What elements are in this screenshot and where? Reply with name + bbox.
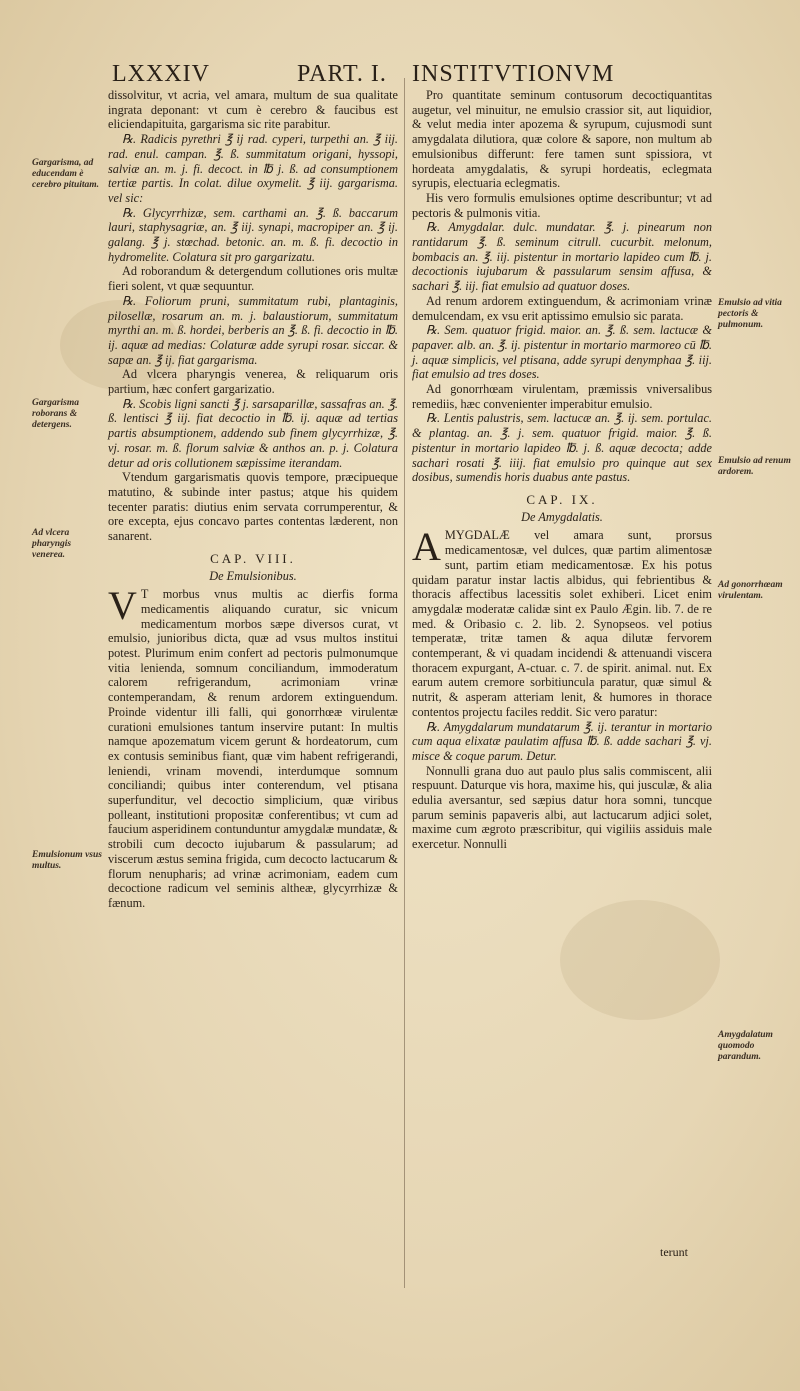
part-label: PART. I. <box>297 61 387 87</box>
paragraph: Ad roborandum & detergendum collutiones oris multæ fieri solent, vt quæ sequuntur. <box>108 264 398 294</box>
paragraph: Nonnulli grana duo aut paulo plus salis commiscent, alii respuunt. Daturque vis hora, maxime his, qui jusculæ, & alia edulia aversantur, sed sæpius datur hora somni, tuncque parum seminis papaveris albi, aut lactucarum adjici solet, maxime cum ægroto præscribitur, qui vigiliis assiduis male exercetur. Nonnulli <box>412 763 712 852</box>
column-divider <box>404 78 405 1288</box>
running-title: INSTITVTIONVM <box>412 61 615 87</box>
recipe: ℞. Amygdalarum mundatarum ℥. ij. terantur in mortario cum aqua elixatæ paulatim affusa ℔. ß. adde sachari ℥. vj. misce & coque parum. Detur. <box>412 719 712 763</box>
page-number: LXXXIV <box>112 61 210 87</box>
paragraph: T morbus vnus multis ac dierfis forma medicamentis aliquando curatur, sic vnicum medicamentum morbos sæpe diversos curat, vt emulsio, junioribus dicta, quæ ad vsus multos institui potest. Plurimum enim confert ad pectoris pulmonumque vitia lenienda, somnum conciliandum, immoderatum calorem refrigerandum, acrimoniam vrinæ contemperandam, & renum ardorem extinguendum. Proinde videntur illi falli, qui gonorrhœæ virulentæ curationi emulsiones tantum inservire putant: In multis namque apozematum vicem gerunt & hordeatorum, cum ex contusis seminibus fiant, quæ vim habent refrigerandi, leniendi, vrinam movendi, interdumque somnum conciliandi; quibus inter conterendum, vel ptisana superfunditur, vel decoctio simplicium, quæ viribus polleant, institutioni propositæ conferentibus; vt cum ad faucium asperidinem contunduntur amygdalæ mundatæ, & strobili cum decocto iujubarum & passularum; ad viscerum æstus semina frigida, cum decocto lactucarum & florum nenupharis; ad vrinæ acrimoniam, eadem cum decoctione radicum vel seminis altheæ, glycyrrhizæ & fænum. <box>108 587 398 910</box>
drop-cap: V <box>108 583 137 629</box>
margin-note-ulcera: Ad vlcera pharyngis venerea. <box>32 528 72 560</box>
margin-note-gargarisma: Gargarisma, ad educendam è cerebro pituitam. <box>32 158 100 190</box>
paragraph: Vtendum gargarismatis quovis tempore, præcipueque matutino, & subinde inter pastus; atque his quidem tecenter paratis: diutius enim servata corrumperentur, & ore excepta, ejus concavo partes contentas læderent, non sanarent. <box>108 470 398 544</box>
recipe: ℞. Sem. quatuor frigid. maior. an. ℥. ß. sem. lactucæ & papaver. alb. an. ℥. ij. pistentur in mortario marmoreo cū ℔. j. aquæ simplicis, vel ptisana, adde syrupi denymphaa ℥. iij. fiat emulsio ad tres doses. <box>412 323 712 382</box>
chapter-title: CAP. IX. <box>526 491 598 507</box>
paragraph: dissolvitur, vt acria, vel amara, multum de sua qualitate ingrata deponant: vt cum è cerebro & faucibus est eliciendapituita, gargarisma sic rite parabitur. <box>108 88 398 132</box>
recipe: ℞. Amygdalar. dulc. mundatar. ℥. j. pinearum non rantidarum ℥. ß. seminum citrull. cucurbit. melonum, bombacis an. ℥. iij. pistentur in mortario lapideo cum ℔. j. decoctionis iujubarum & passularum sensim affusa, & sachari ℥. iij. fiat emulsio ad quatuor doses. <box>412 220 712 294</box>
paragraph: Ad renum ardorem extinguendum, & acrimoniam vrinæ demulcendam, ex vsu erit aptissimo emulsio sic parata. <box>412 293 712 323</box>
margin-note-emulsio-renum: Emulsio ad renum ardorem. <box>718 456 791 477</box>
margin-note-emulsio-pectoris: Emulsio ad vitia pectoris & pulmonum. <box>718 298 782 330</box>
recipe: ℞. Radicis pyrethri ℥ ij rad. cyperi, turpethi an. ℥ iij. rad. enul. campan. ℥. ß. summitatum origani, hyssopi, salviæ an. m. j. fi. decoct. in ℔ j. ß. ad consumptionem tertiæ partis. In colat. dilue oxymelit. ℥ iij. gargarisma. vel sic: <box>108 132 398 205</box>
chapter-subtitle: De Emulsionibus. <box>209 568 297 583</box>
recipe: ℞. Lentis palustris, sem. lactucæ an. ℥. ij. sem. portulac. & plantag. an. ℥. j. sem. quatuor frigid. maior. ℥. ß. pistentur in mortario lapideo ℔. j. ß. aquæ decocta; adde sachari rosati ℥. iiij. fiat emulsio pro quinque aut sex dosibus, sumendis horis duabus ante pastus. <box>412 411 712 485</box>
paragraph: Ad gonorrhœam virulentam, præmissis vniversalibus remediis, hæc convenienter imperabitur emulsio. <box>412 382 712 411</box>
right-column <box>412 88 712 852</box>
paragraph: Pro quantitate seminum contusorum decoctiquantitas augetur, vel minuitur, ne emulsio crassior sit, aut liquidior, & velut media inter apozema & syrupum, cujusmodi sunt amygdalata dilutiora, quæ colore & sapore, non multum ab emulsionibus differunt: fere tamen sunt spissiora, vt hordeata amygdalatis, & syrupi hordeatis, eclegmata syrupis, electuaria eclegmatis. <box>412 88 712 191</box>
paragraph: Ad vlcera pharyngis venerea, & reliquarum oris partium, hæc confert gargarizatio. <box>108 367 398 397</box>
page-header <box>112 55 672 89</box>
paper-stain <box>560 900 720 1020</box>
recipe: ℞. Foliorum pruni, summitatum rubi, plantaginis, pilosellæ, rosarum an. m. j. balaustiorum, summitatum myrthi an. m. ß. hordei, berberis an ℥. ß. fi. decoctio in ℔. ij. aquæ ad medias: Colaturæ adde syrupi rosar. siccar. & sapæ an. ℥ ij. fiat gargarisma. <box>108 293 398 367</box>
drop-cap: A <box>412 524 441 570</box>
chapter-title: CAP. VIII. <box>210 550 296 566</box>
left-column <box>108 88 398 911</box>
margin-note-roborans: Gargarisma roborans & detergens. <box>32 398 79 430</box>
paragraph: MYGDALÆ vel amara sunt, prorsus medicamentosæ, vel dulces, quæ partim alimentosæ sunt, partim etiam medicamentosæ. Ex his potus quidam paratur instar lactis albidus, qui febrientibus & thoracis affectibus lacessitis solet exhiberi. Licet enim amygdalæ moderatæ calidæ sint ex Paulo Ægin. lib. 7. de re med. & Oribasio c. 2. lib. 2. Synopseos. vel potius temperatæ, tritæ tamen & aqua dilutæ fervorem contemperant, & vi quadam incidendi & attenuandi viscera thoracem expurgant, A-ctuar. c. 7. de spirit. animal. nut. Ex earum autem cremore sorbitiuncula paratur, quæ simul & nutrit, & asperam atteriam lenit, & humores in thorace contentos projectu faciles reddit. Sic vero paratur: <box>412 528 712 719</box>
margin-note-emulsionum: Emulsionum vsus multus. <box>32 850 102 871</box>
catchword: terunt <box>660 1245 688 1259</box>
recipe: ℞. Glycyrrhizæ, sem. carthami an. ℥. ß. baccarum lauri, staphysagriæ, an. ℥ iij. synapi, macropiper an. ℥ ij. galang. ℥ j. stœchad. betonic. an. m. ß. fi. decoctio in hydromelite. Colatura sit pro gargarizatu. <box>108 205 398 264</box>
chapter-subtitle: De Amygdalatis. <box>521 509 603 524</box>
paragraph: His vero formulis emulsiones optime describuntur; vt ad pectoris & pulmonis vitia. <box>412 190 712 220</box>
chapter-opening <box>108 583 398 910</box>
margin-note-amygdala: Amygdalatum quomodo parandum. <box>718 1030 773 1062</box>
chapter-opening <box>412 524 712 719</box>
recipe: ℞. Scobis ligni sancti ℥ j. sarsaparillæ, sassafras an. ℥. ß. lentisci ℥ iij. fiat decoctio in ℔. ij. aquæ ad tertias partis absumptionem, addendo sub finem glycyrrhizæ, ℥. vj. rosar. m. ß. florum salviæ & anthos an. p. j. Colatura detur ad oris collutionem sæpissime iterandam. <box>108 396 398 470</box>
margin-note-gonorrhoeam: Ad gonorrhœam virulentam. <box>718 580 783 601</box>
